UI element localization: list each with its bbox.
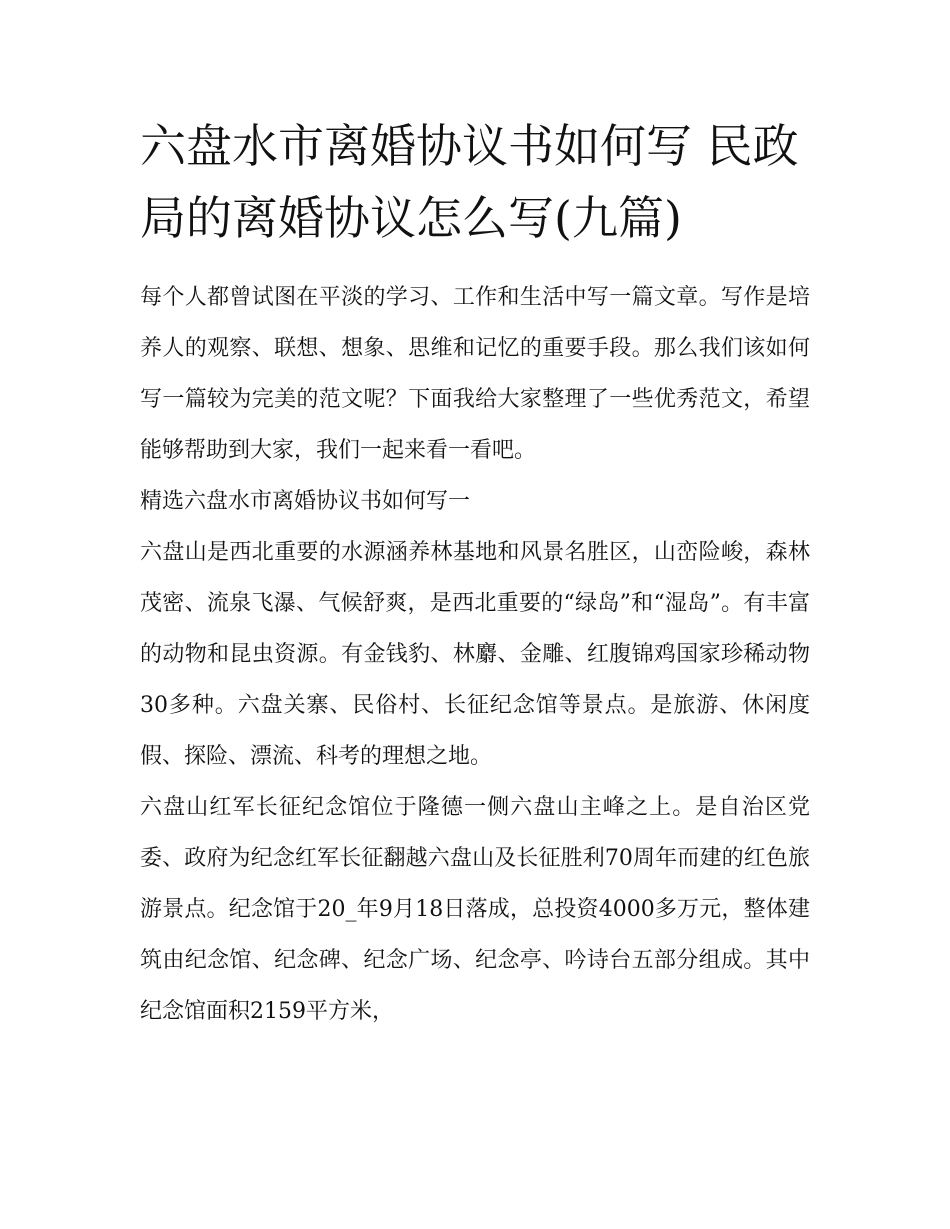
body-paragraph-1: 六盘山是西北重要的水源涵养林基地和风景名胜区，山峦险峻，森林茂密、流泉飞瀑、气候舒爽，是西北重要的“绿岛”和“湿岛”。有丰富的动物和昆虫资源。有金钱豹、林麝、金雕、红腹锦鸡国家珍稀动物30多种。六盘关寨、民俗村、长征纪念馆等景点。是旅游、休闲度假、探险、漂流、科考的理想之地。 xyxy=(140,540,810,769)
intro-paragraph: 每个人都曾试图在平淡的学习、工作和生活中写一篇文章。写作是培养人的观察、联想、想象、思维和记忆的重要手段。那么我们该如何写一篇较为完美的范文呢？下面我给大家整理了一些优秀范文，希望能够帮助到大家，我们一起来看一看吧。 xyxy=(140,285,810,463)
section-heading: 精选六盘水市离婚协议书如何写一 xyxy=(140,489,471,514)
document-page xyxy=(140,110,810,1037)
body-paragraph-2: 六盘山红军长征纪念馆位于隆德一侧六盘山主峰之上。是自治区党委、政府为纪念红军长征翻越六盘山及长征胜利70周年而建的红色旅游景点。纪念馆于20_年9月18日落成，总投资4000多万元，整体建筑由纪念馆、纪念碑、纪念广场、纪念亭、吟诗台五部分组成。其中纪念馆面积2159平方米， xyxy=(140,795,810,1024)
document-title: 六盘水市离婚协议书如何写 民政局的离婚协议怎么写(九篇) xyxy=(140,119,799,245)
